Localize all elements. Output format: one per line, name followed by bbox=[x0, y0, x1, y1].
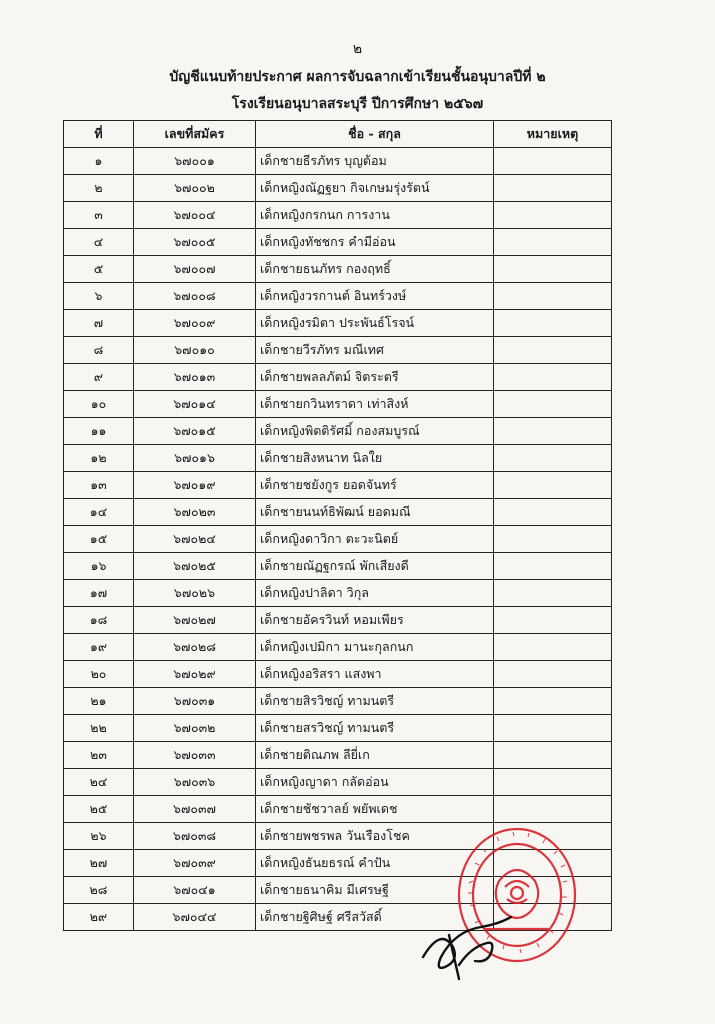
application-number: ๖๗๐๐๗ bbox=[134, 256, 256, 283]
row-number: ๗ bbox=[64, 310, 134, 337]
student-name: เด็กหญิงเปมิกา มานะกุลกนก bbox=[256, 634, 494, 661]
remarks-cell bbox=[494, 175, 612, 202]
document-title: บัญชีแนบท้ายประกาศ ผลการจับฉลากเข้าเรียนชั้นอนุบาลปีที่ ๒ bbox=[169, 69, 546, 85]
row-number: ๙ bbox=[64, 364, 134, 391]
table-row bbox=[64, 175, 612, 202]
document-subtitle: โรงเรียนอนุบาลสระบุรี ปีการศึกษา ๒๕๖๗ bbox=[231, 96, 484, 112]
remarks-cell bbox=[494, 472, 612, 499]
remarks-cell bbox=[494, 742, 612, 769]
application-number: ๖๗๐๑๕ bbox=[134, 418, 256, 445]
table-row bbox=[64, 769, 612, 796]
table-row bbox=[64, 580, 612, 607]
remarks-cell bbox=[494, 661, 612, 688]
remarks-cell bbox=[494, 553, 612, 580]
table-row bbox=[64, 256, 612, 283]
student-name: เด็กชายนนท์ธิพัฒน์ ยอดมณี bbox=[256, 499, 494, 526]
student-name: เด็กชายพลลภัตม์ จิตระตรี bbox=[256, 364, 494, 391]
row-number: ๘ bbox=[64, 337, 134, 364]
remarks-cell bbox=[494, 580, 612, 607]
row-number: ๒๐ bbox=[64, 661, 134, 688]
application-number: ๖๗๐๓๑ bbox=[134, 688, 256, 715]
application-number: ๖๗๐๐๔ bbox=[134, 202, 256, 229]
application-number: ๖๗๐๓๓ bbox=[134, 742, 256, 769]
header-application-number: เลขที่สมัคร bbox=[134, 121, 256, 148]
remarks-cell bbox=[494, 688, 612, 715]
student-name: เด็กหญิงญาดา กลัดอ่อน bbox=[256, 769, 494, 796]
row-number: ๒๗ bbox=[64, 850, 134, 877]
application-number: ๖๗๐๔๑ bbox=[134, 877, 256, 904]
student-name: เด็กหญิงทัชชกร คำมีอ่อน bbox=[256, 229, 494, 256]
table-row bbox=[64, 553, 612, 580]
table-row bbox=[64, 472, 612, 499]
student-name: เด็กหญิงณัฏฐยา กิจเกษมรุ่งรัตน์ bbox=[256, 175, 494, 202]
header-full-name: ชื่อ - สกุล bbox=[256, 121, 494, 148]
row-number: ๒๙ bbox=[64, 904, 134, 931]
remarks-cell bbox=[494, 202, 612, 229]
student-name: เด็กชายชัชวาลย์ พยัพเดช bbox=[256, 796, 494, 823]
table-row bbox=[64, 607, 612, 634]
table-row bbox=[64, 742, 612, 769]
student-name: เด็กชายสิรวิชญ์ ทามนตรี bbox=[256, 688, 494, 715]
application-number: ๖๗๐๐๕ bbox=[134, 229, 256, 256]
remarks-cell bbox=[494, 283, 612, 310]
row-number: ๑๓ bbox=[64, 472, 134, 499]
page-number: ๒ bbox=[352, 41, 363, 57]
row-number: ๓ bbox=[64, 202, 134, 229]
table-row bbox=[64, 715, 612, 742]
table-row bbox=[64, 148, 612, 175]
header-number: ที่ bbox=[64, 121, 134, 148]
table-row bbox=[64, 310, 612, 337]
remarks-cell bbox=[494, 769, 612, 796]
header-remarks: หมายเหตุ bbox=[494, 121, 612, 148]
student-name: เด็กชายติณภพ ลียี่เก bbox=[256, 742, 494, 769]
row-number: ๒๕ bbox=[64, 796, 134, 823]
student-name: เด็กชายวีรภัทร มณีเทศ bbox=[256, 337, 494, 364]
table-row bbox=[64, 499, 612, 526]
application-number: ๖๗๐๒๔ bbox=[134, 526, 256, 553]
student-name: เด็กชายธีรภัทร บุญต้อม bbox=[256, 148, 494, 175]
application-number: ๖๗๐๒๗ bbox=[134, 607, 256, 634]
application-number: ๖๗๐๓๙ bbox=[134, 850, 256, 877]
application-number: ๖๗๐๔๔ bbox=[134, 904, 256, 931]
remarks-cell bbox=[494, 715, 612, 742]
admission-results-table bbox=[63, 120, 612, 931]
application-number: ๖๗๐๐๑ bbox=[134, 148, 256, 175]
student-name: เด็กชายฐิศิษฐ์ ศรีสวัสดิ์ bbox=[256, 904, 494, 931]
application-number: ๖๗๐๒๓ bbox=[134, 499, 256, 526]
table-row bbox=[64, 283, 612, 310]
table-row bbox=[64, 445, 612, 472]
student-name: เด็กชายธนภัทร กองฤทธิ์ bbox=[256, 256, 494, 283]
application-number: ๖๗๐๑๙ bbox=[134, 472, 256, 499]
remarks-cell bbox=[494, 391, 612, 418]
row-number: ๒๑ bbox=[64, 688, 134, 715]
table-row bbox=[64, 796, 612, 823]
student-name: เด็กชายชยังกูร ยอดจันทร์ bbox=[256, 472, 494, 499]
application-number: ๖๗๐๑๐ bbox=[134, 337, 256, 364]
remarks-cell bbox=[494, 310, 612, 337]
row-number: ๑๐ bbox=[64, 391, 134, 418]
application-number: ๖๗๐๑๖ bbox=[134, 445, 256, 472]
remarks-cell bbox=[494, 445, 612, 472]
application-number: ๖๗๐๓๘ bbox=[134, 823, 256, 850]
remarks-cell bbox=[494, 364, 612, 391]
row-number: ๒ bbox=[64, 175, 134, 202]
application-number: ๖๗๐๑๓ bbox=[134, 364, 256, 391]
student-name: เด็กชายสรวิชญ์ ทามนตรี bbox=[256, 715, 494, 742]
student-name: เด็กหญิงอริสรา แสงพา bbox=[256, 661, 494, 688]
application-number: ๖๗๐๓๒ bbox=[134, 715, 256, 742]
remarks-cell bbox=[494, 634, 612, 661]
student-name: เด็กชายพชรพล วันเรืองโชค bbox=[256, 823, 494, 850]
student-name: เด็กหญิงวรกานต์ อินทร์วงษ์ bbox=[256, 283, 494, 310]
table-row bbox=[64, 229, 612, 256]
application-number: ๖๗๐๒๘ bbox=[134, 634, 256, 661]
row-number: ๖ bbox=[64, 283, 134, 310]
row-number: ๑๒ bbox=[64, 445, 134, 472]
table-row bbox=[64, 202, 612, 229]
remarks-cell bbox=[494, 418, 612, 445]
remarks-cell bbox=[494, 796, 612, 823]
student-name: เด็กชายสิงหนาท นิลใย bbox=[256, 445, 494, 472]
signature-icon bbox=[415, 895, 525, 985]
row-number: ๒๒ bbox=[64, 715, 134, 742]
row-number: ๒๘ bbox=[64, 877, 134, 904]
row-number: ๑๙ bbox=[64, 634, 134, 661]
student-name: เด็กหญิงธันยธรณ์ คำปัน bbox=[256, 850, 494, 877]
table-row bbox=[64, 661, 612, 688]
application-number: ๖๗๐๐๘ bbox=[134, 283, 256, 310]
row-number: ๑๗ bbox=[64, 580, 134, 607]
remarks-cell bbox=[494, 499, 612, 526]
row-number: ๑ bbox=[64, 148, 134, 175]
student-name: เด็กหญิงดาวิกา ตะวะนิตย์ bbox=[256, 526, 494, 553]
table-header-row bbox=[64, 121, 612, 148]
remarks-cell bbox=[494, 256, 612, 283]
application-number: ๖๗๐๐๒ bbox=[134, 175, 256, 202]
remarks-cell bbox=[494, 526, 612, 553]
row-number: ๑๖ bbox=[64, 553, 134, 580]
table-row bbox=[64, 337, 612, 364]
student-name: เด็กหญิงรมิตา ประพันธ์โรจน์ bbox=[256, 310, 494, 337]
student-name: เด็กหญิงกรกนก การงาน bbox=[256, 202, 494, 229]
row-number: ๑๘ bbox=[64, 607, 134, 634]
student-name: เด็กชายณัฏฐกรณ์ พักเสียงดี bbox=[256, 553, 494, 580]
application-number: ๖๗๐๐๙ bbox=[134, 310, 256, 337]
row-number: ๑๕ bbox=[64, 526, 134, 553]
student-name: เด็กหญิงพิตติรัศมิ์ กองสมบูรณ์ bbox=[256, 418, 494, 445]
application-number: ๖๗๐๒๖ bbox=[134, 580, 256, 607]
row-number: ๑๔ bbox=[64, 499, 134, 526]
row-number: ๒๔ bbox=[64, 769, 134, 796]
table-row bbox=[64, 391, 612, 418]
row-number: ๒๖ bbox=[64, 823, 134, 850]
remarks-cell bbox=[494, 229, 612, 256]
remarks-cell bbox=[494, 607, 612, 634]
application-number: ๖๗๐๒๙ bbox=[134, 661, 256, 688]
remarks-cell bbox=[494, 148, 612, 175]
application-number: ๖๗๐๑๔ bbox=[134, 391, 256, 418]
student-name: เด็กชายกวินทราดา เท่าสิงห์ bbox=[256, 391, 494, 418]
table-row bbox=[64, 364, 612, 391]
remarks-cell bbox=[494, 337, 612, 364]
student-name: เด็กชายอัครวินท์ หอมเพียร bbox=[256, 607, 494, 634]
student-name: เด็กหญิงปาลิดา วิกุล bbox=[256, 580, 494, 607]
row-number: ๕ bbox=[64, 256, 134, 283]
application-number: ๖๗๐๓๗ bbox=[134, 796, 256, 823]
row-number: ๒๓ bbox=[64, 742, 134, 769]
table-row bbox=[64, 418, 612, 445]
student-name: เด็กชายธนาคิม มีเศรษฐี bbox=[256, 877, 494, 904]
application-number: ๖๗๐๒๕ bbox=[134, 553, 256, 580]
table-row bbox=[64, 688, 612, 715]
row-number: ๑๑ bbox=[64, 418, 134, 445]
row-number: ๔ bbox=[64, 229, 134, 256]
table-row bbox=[64, 634, 612, 661]
application-number: ๖๗๐๓๖ bbox=[134, 769, 256, 796]
table-row bbox=[64, 526, 612, 553]
